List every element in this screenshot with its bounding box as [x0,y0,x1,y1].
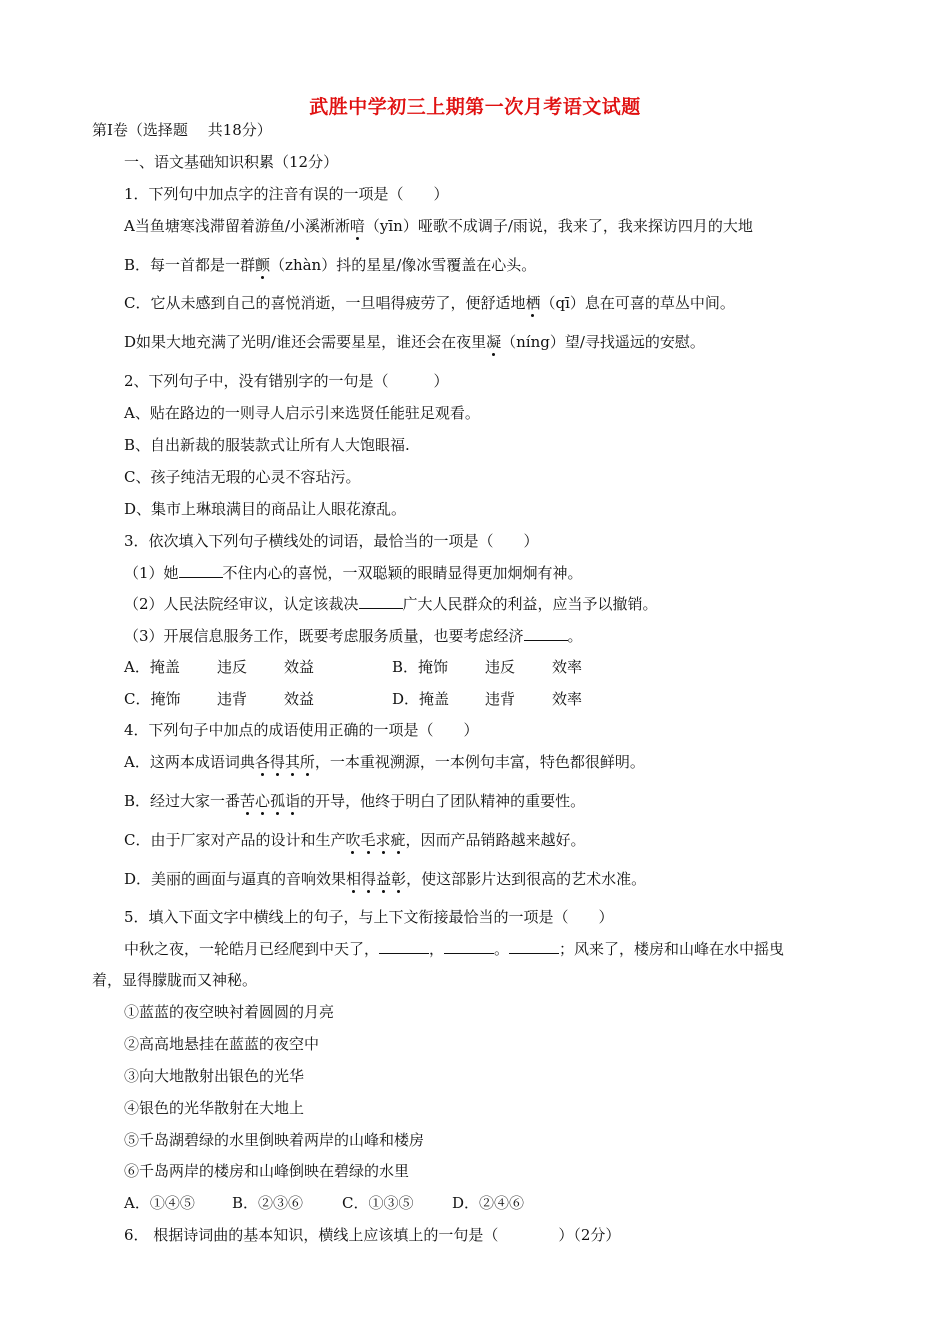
dotted-char: 喑 [349,217,365,235]
q3-option-b-word2: 违反 [485,658,516,676]
dotted-idiom [345,831,405,849]
q3-option-a-word2: 违反 [217,658,248,676]
q5-item-1: ①蓝蓝的夜空映衬着圆圆的月亮 [124,1003,335,1021]
q2-option-d: D、集市上琳琅满目的商品让人眼花潦乱。 [124,500,407,518]
dotted-char: 毛 [360,831,376,849]
volume-header: 第Ⅰ卷（选择题 共18分） [92,121,272,139]
q1-option-c: C．它从未感到自己的喜悦消逝，一旦唱得疲劳了，便舒适地栖（qī）息在可喜的草丛中间。 [124,294,735,312]
q3-option-c-word1: C．掩饰 [124,690,181,708]
q3-options-row-1 [124,657,582,677]
dotted-char: 吹 [345,831,361,849]
q3-stem: 3．依次填入下列句子横线处的词语，最恰当的一项是（ ） [124,532,539,550]
q3-option-c-word2: 违背 [217,690,248,708]
q5-stem: 5．填入下面文字中横线上的句子，与上下文衔接最恰当的一项是（ ） [124,908,614,926]
q3-option-d-word3: 效率 [552,690,583,708]
q3-option-c-word3: 效益 [284,690,315,708]
q3-option-a-word1: A．掩盖 [124,658,180,676]
q5-passage-line-1: 中秋之夜，一轮皓月已经爬到中天了， ， 。 ；风来了，楼房和山峰在水中摇曳 [124,940,785,958]
q5-passage-line-2: 着，显得朦胧而又神秘。 [92,971,258,989]
dotted-idiom [255,753,315,771]
q3-sentence-3: （3）开展信息服务工作，既要考虑服务质量，也要考虑经济 。 [124,627,583,645]
dotted-char: 疵 [390,831,406,849]
dotted-char: 得 [361,870,377,888]
q1-option-b: B．每一首都是一群颤（zhàn）抖的星星/像冰雪覆盖在心头。 [124,256,537,274]
q5-option-d: D．②④⑥ [452,1194,525,1212]
q3-option-a-word3: 效益 [284,658,315,676]
dotted-char: 益 [376,870,392,888]
dotted-char: 孤 [270,792,286,810]
q5-item-6: ⑥千岛两岸的楼房和山峰倒映在碧绿的水里 [124,1162,410,1180]
dotted-char: 其 [284,753,300,771]
q3-sentence-2: （2）人民法院经审议，认定该裁决 广大人民群众的利益，应当予以撤销。 [124,595,658,613]
q3-options-row-2 [124,689,582,709]
q5-item-2: ②高高地悬挂在蓝蓝的夜空中 [124,1035,320,1053]
dotted-char: 得 [269,753,285,771]
dotted-char: 彰 [391,870,407,888]
q3-sentence-1: （1）她 不住内心的喜悦，一双聪颖的眼睛显得更加炯炯有神。 [124,564,583,582]
dotted-char: 相 [346,870,362,888]
q5-option-a: A．①④⑤ [124,1194,195,1212]
dotted-char: 栖 [525,294,541,312]
dotted-char: 求 [375,831,391,849]
answer-blank [444,939,494,954]
exam-title: 武胜中学初三上期第一次月考语文试题 [309,96,641,118]
dotted-char: 诣 [285,792,301,810]
q4-option-b: B．经过大家一番苦心孤诣的开导，他终于明白了团队精神的重要性。 [124,792,586,810]
q3-option-b-word3: 效率 [552,658,583,676]
q6-stem: 6． 根据诗词曲的基本知识，横线上应该填上的一句是（ ）（2分） [124,1226,621,1244]
q1-option-d: D如果大地充满了光明/谁还会需要星星，谁还会在夜里凝（níng）望/寻找遥远的安慰。 [124,333,705,351]
q5-option-c: C．①③⑤ [342,1194,414,1212]
q4-stem: 4．下列句子中加点的成语使用正确的一项是（ ） [124,721,479,739]
q5-item-5: ⑤千岛湖碧绿的水里倒映着两岸的山峰和楼房 [124,1131,425,1149]
dotted-char: 所 [299,753,315,771]
section-heading: 一、语文基础知识积累（12分） [124,153,339,171]
q2-option-b: B、自出新裁的服装款式让所有人大饱眼福. [124,436,410,454]
dotted-char: 各 [254,753,270,771]
dotted-idiom [346,870,406,888]
q4-option-c: C．由于厂家对产品的设计和生产吹毛求疵，因而产品销路越来越好。 [124,831,586,849]
q3-option-b-word1: B．掩饰 [392,658,449,676]
q4-option-a: A．这两本成语词典各得其所，一本重视溯源，一本例句丰富，特色都很鲜明。 [124,753,645,771]
q5-item-4: ④银色的光华散射在大地上 [124,1099,305,1117]
dotted-idiom [240,792,300,810]
dotted-char: 凝 [486,333,502,351]
q5-option-b: B．②③⑥ [232,1194,304,1212]
q3-option-d-word1: D．掩盖 [392,690,450,708]
dotted-char: 心 [255,792,271,810]
q2-option-a: A、贴在路边的一则寻人启示引来选贤任能驻足观看。 [124,404,480,422]
q4-option-d: D．美丽的画面与逼真的音响效果相得益彰，使这部影片达到很高的艺术水准。 [124,870,647,888]
q1-stem: 1．下列句中加点字的注音有误的一项是（ ） [124,185,449,203]
answer-blank [379,939,429,954]
dotted-char: 颤 [255,256,271,274]
q5-options [124,1193,524,1213]
q2-stem: 2、下列句子中，没有错别字的一句是（ ） [124,372,449,390]
q2-option-c: C、孩子纯洁无瑕的心灵不容玷污。 [124,468,361,486]
answer-blank [359,594,403,609]
q5-item-3: ③向大地散射出银色的光华 [124,1067,305,1085]
answer-blank [179,563,223,578]
q1-option-a: A当鱼塘寒浅滞留着游鱼/小溪淅淅喑（yīn）哑歌不成调子/雨说，我来了，我来探访四月的大地 [124,217,753,235]
answer-blank [509,939,559,954]
answer-blank [524,626,568,641]
dotted-char: 苦 [240,792,256,810]
q3-option-d-word2: 违背 [485,690,516,708]
